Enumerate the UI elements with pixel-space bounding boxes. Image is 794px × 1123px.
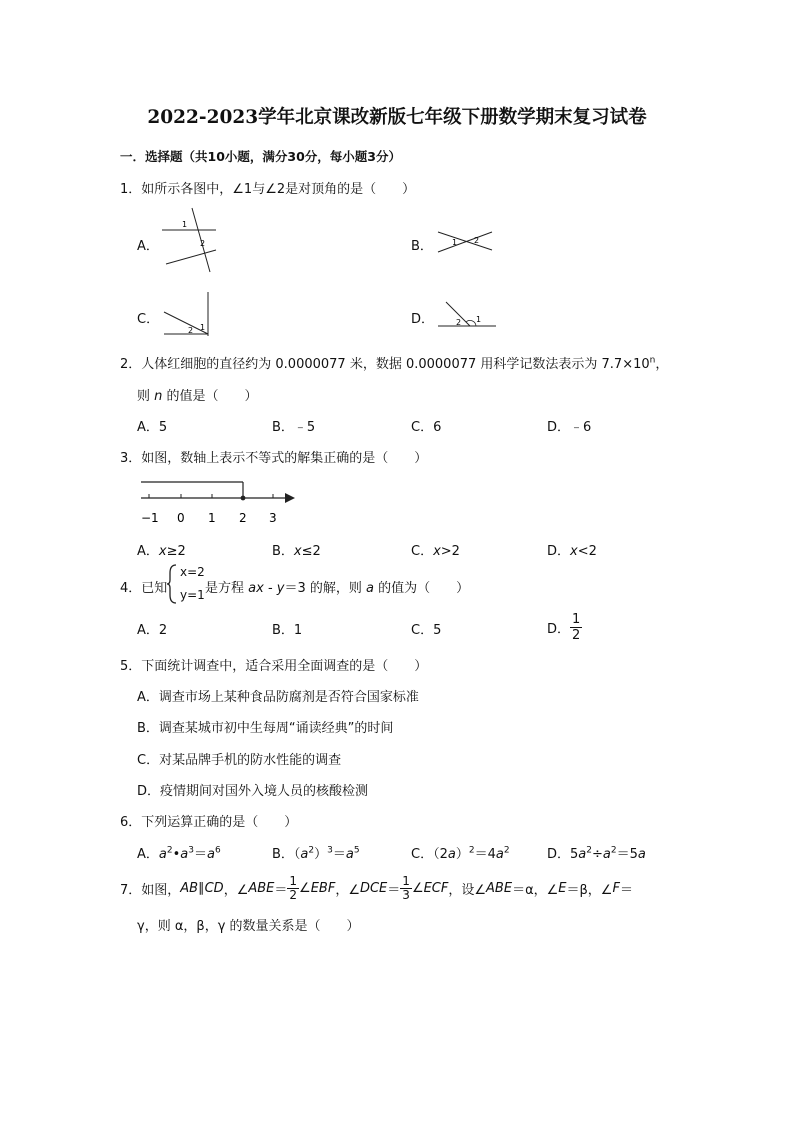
q6-option-b: B．$(a^2)^3=a^5$ (272, 845, 360, 862)
q2-stem: 2．人体红细胞的直径约为 0.0000077 米，数据 0.0000077 用科学记数法表示为 $7.7\times 10^n$， (120, 355, 669, 372)
q3-option-c: C．x>2 (411, 544, 460, 559)
q2-option-a: A．5 (137, 420, 168, 435)
q6-option-c: C．$(2a)^2=4a^2$ (411, 845, 510, 862)
page-title: 2022-2023学年北京课改新版七年级下册数学期末复习试卷 (147, 107, 647, 128)
q7-stem-line2: γ，则 α，β，γ 的数量关系是（ ） (137, 919, 360, 934)
q4-option-c: C．5 (411, 623, 442, 638)
q1-option-d-label: D． (411, 312, 435, 327)
tick-label: 3 (269, 511, 277, 525)
q3-option-b: B．x≤2 (272, 544, 321, 559)
q1-figure-d (436, 298, 498, 330)
q2-stem-line2: 则 n 的值是（ ） (137, 389, 258, 404)
q4-option-d: D． $\frac{1}{2}$ (547, 612, 581, 643)
q4-equation-2: y=1 (180, 588, 205, 602)
q1-option-b-label: B． (411, 239, 433, 254)
q1d-angle1: 1 (476, 315, 482, 324)
q1b-angle1: 1 (452, 238, 458, 247)
tick-label: −1 (141, 511, 159, 525)
q3-option-d: D．x<2 (547, 544, 597, 559)
q4-option-b: B．1 (272, 623, 303, 638)
q1a-angle2: 2 (200, 239, 206, 248)
q6-stem: 6．下列运算正确的是（ ） (120, 815, 298, 830)
q1c-angle1: 1 (200, 323, 206, 332)
brace-icon (166, 563, 178, 605)
tick-label: 1 (208, 511, 216, 525)
q1-figure-a (158, 206, 218, 274)
q5-option-d: D．疫情期间对国外入境人员的核酸检测 (137, 784, 369, 799)
tick-label: 0 (177, 511, 185, 525)
q5-option-c: C．对某品牌手机的防水性能的调查 (137, 753, 342, 768)
tick-label: 2 (239, 511, 247, 525)
q3-number-line (137, 478, 299, 526)
q5-option-b: B．调查某城市初中生每周“诵读经典”的时间 (137, 721, 394, 736)
q1-stem: 1．如所示各图中，∠1与∠2是对顶角的是（ ） (120, 182, 416, 197)
q4-option-a: A．2 (137, 623, 168, 638)
q4-equation-1: x=2 (180, 565, 205, 579)
section-heading: 一．选择题（共10小题，满分30分，每小题3分） (120, 149, 401, 164)
q5-option-a: A．调查市场上某种食品防腐剂是否符合国家标准 (137, 690, 419, 705)
q2-option-b: B．﹣5 (272, 420, 316, 435)
arrow-icon (285, 493, 295, 503)
q7-stem-line1: 7．如图，AB∥CD，∠ABE＝ $\frac{1}{2}$ ∠EBF，∠DCE＝ $\frac{1}{3}$ ∠ECF，设∠ABE＝α，∠E＝β，∠F＝ (120, 874, 633, 902)
q1b-angle2: 2 (474, 236, 480, 245)
q4-stem-prefix: 4．已知 (120, 581, 168, 596)
q5-stem: 5．下面统计调查中，适合采用全面调查的是（ ） (120, 659, 428, 674)
q4-stem-rest: 是方程 ax - y＝3 的解，则 a 的值为（ ） (205, 581, 470, 596)
q3-stem: 3．如图，数轴上表示不等式的解集正确的是（ ） (120, 451, 428, 466)
q2-option-d: D．﹣6 (547, 420, 592, 435)
q1-figure-b (436, 228, 494, 258)
q3-option-a: A．x≥2 (137, 544, 186, 559)
q1-figure-c (160, 290, 216, 338)
q2-option-c: C．6 (411, 420, 442, 435)
q1-option-c-label: C． (137, 312, 160, 327)
q6-option-d: D．$5a^2\div a^2=5a$ (547, 845, 646, 862)
q1d-angle2: 2 (456, 318, 462, 327)
q1a-angle1: 1 (182, 220, 188, 229)
q1-option-a-label: A． (137, 239, 159, 254)
q6-option-a: A．$a^2•a^3=a^6$ (137, 845, 221, 862)
q1c-angle2: 2 (188, 326, 194, 335)
